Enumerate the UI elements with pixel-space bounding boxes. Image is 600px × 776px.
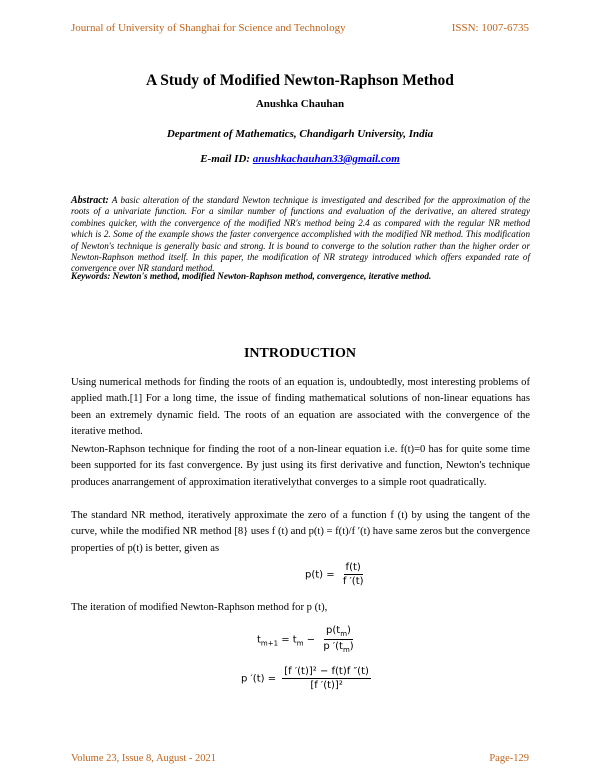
- eq2-den-close: ): [349, 641, 354, 652]
- eq2-den-text: p ′(t: [323, 641, 343, 652]
- eq3-fraction: [282, 666, 371, 691]
- eq1-lhs: p(t) =: [305, 569, 335, 581]
- abstract: [71, 195, 530, 275]
- eq2-tm: = t: [281, 634, 297, 646]
- eq2-den-sub: m: [342, 646, 350, 654]
- footer-volume: Volume 23, Issue 8, August - 2021: [71, 753, 217, 764]
- section-heading: INTRODUCTION: [243, 346, 356, 361]
- eq2-minus: −: [306, 634, 316, 646]
- eq2-num-close: ): [347, 625, 351, 636]
- eq2-denominator: [321, 640, 355, 654]
- eq1-numerator: f(t): [345, 562, 361, 573]
- eq3-denominator: [f ′(t)]²: [310, 680, 343, 691]
- journal-name: Journal of University of Shanghai for Science and Technology: [71, 22, 346, 34]
- eq2-numerator: [324, 625, 353, 640]
- eq2-t: t: [257, 634, 261, 646]
- department: Department of Mathematics, Chandigarh University, India: [166, 128, 434, 140]
- eq2-num-sub: m: [340, 630, 348, 638]
- abstract-label: Abstract:: [71, 195, 109, 206]
- eq2-sub: m+1: [260, 639, 279, 648]
- author-name: Anushka Chauhan: [255, 98, 345, 110]
- email-label: E-mail ID:: [200, 153, 251, 165]
- eq1-denominator: f ′(t): [342, 576, 364, 587]
- abstract-text: A basic alteration of the standard Newton technique is investigated and described for the approximation of the roots of a univariate function. For a similar number of functions and evaluation of the derivative, an altered strategy combines quicker, with the convergence of the modified NR's method being 2.4 as compared with the regular NR method which is 2. Some of the example shows the faster convergence accomplished with the modified NR method. This modification of Newton's technique is generally basic and strong. It is bound to converge to the solution rather than the higher order or Newton-Raphson method itself. In this paper, the modification of NR strategy introduced which offers expanded rate of convergence over NR standard method.: [71, 195, 530, 274]
- keywords: Keywords: Newton's method, modified Newton-Raphson method, convergence, iterative method.: [71, 271, 432, 281]
- footer-page: Page-129: [489, 753, 529, 764]
- eq1-fraction: [341, 562, 366, 587]
- paragraph-2: Newton-Raphson technique for finding the root of a non-linear equation i.e. f(t)=0 has for quite some time been supported for its fast convergence. By just using its first derivative and function, Newton's technique produces anarrangement of approximation iterativelythat converges to a simple root quadratically.: [71, 444, 530, 488]
- paragraph-1: Using numerical methods for finding the roots of an equation is, undoubtedly, most interesting problems of applied math.[1] For a long time, the issue of finding mathematical solutions of non-linear equations has been an extremely dynamic field. The roots of an equation are associated with the convergence of the iterative method.: [71, 377, 530, 437]
- eq2-fraction: [321, 625, 355, 654]
- email-line: [0, 153, 600, 165]
- eq3-numerator: [f ′(t)]² − f(t)f ″(t): [284, 666, 369, 677]
- paragraph-3: The standard NR method, iteratively approximate the zero of a function f (t) by using the tangent of the curve, while the modified NR method [8} uses f (t) and p(t) = f(t)/f ′(t) have same zeros but the convergence properties of p(t) is better, given as: [71, 510, 530, 554]
- equation-2: [257, 625, 356, 654]
- equation-3: [241, 666, 371, 691]
- eq2-num-text: p(t: [326, 625, 341, 636]
- email-link[interactable]: anushkachauhan33@gmail.com: [252, 153, 400, 165]
- equation-1: [305, 562, 366, 587]
- paragraph-4: The iteration of modified Newton-Raphson method for p (t),: [71, 602, 328, 613]
- eq2-tm-sub: m: [296, 639, 304, 648]
- issn: ISSN: 1007-6735: [451, 22, 529, 34]
- eq3-lhs: p ′(t) =: [241, 673, 277, 685]
- paper-title: A Study of Modified Newton-Raphson Method: [146, 72, 454, 89]
